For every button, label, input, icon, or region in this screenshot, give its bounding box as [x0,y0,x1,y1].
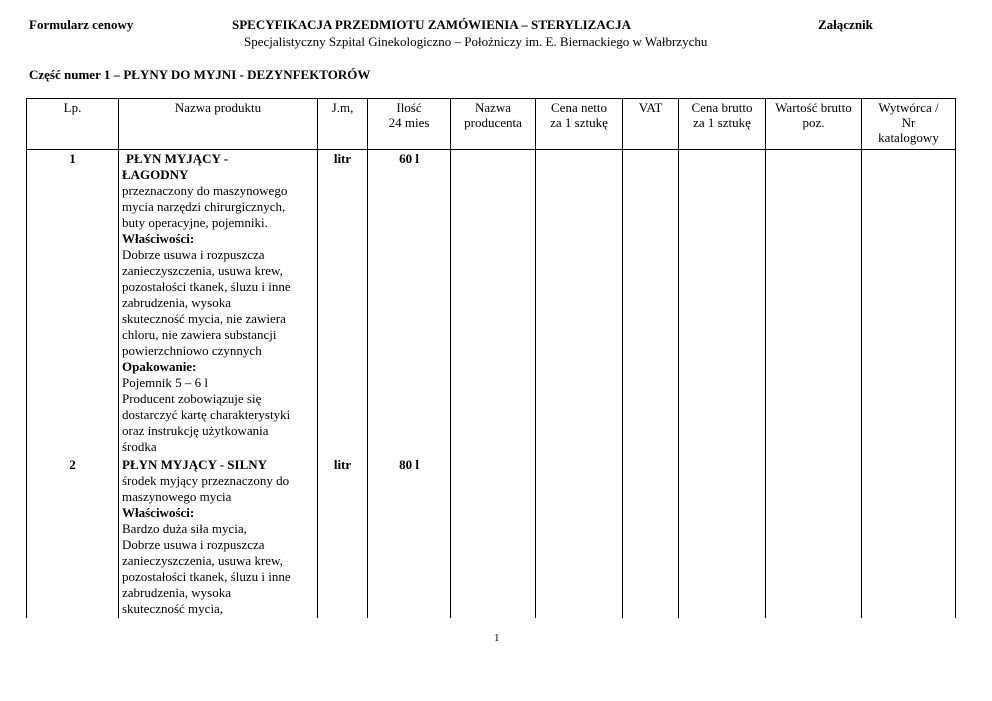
gross-price-cell [679,150,766,457]
vat-cell [623,150,679,457]
properties-label: Właściwości: [122,231,195,246]
packaging-label: Opakowanie: [122,359,197,374]
part-title: Część numer 1 – PŁYNY DO MYJNI - DEZYNFEKTORÓW [29,67,371,82]
manufacturer-cell [862,456,956,618]
unit-cell: litr [318,150,368,457]
gross-price-cell [679,456,766,618]
property-line: Dobrze usuwa i rozpuszcza [122,537,265,552]
property-line: pozostałości tkanek, śluzu i inne [122,569,291,584]
producer-cell [451,150,536,457]
property-line: zanieczyszczenia, usuwa krew, [122,553,283,568]
col-header-quantity: Ilość 24 mies [368,99,451,150]
property-line: powierzchniowo czynnych [122,343,262,358]
producer-cell [451,456,536,618]
packaging-line: środka [122,439,157,454]
table-row [27,150,956,457]
col-header-lp: Lp. [27,99,119,150]
description-line: środek myjący przeznaczony do [122,473,290,488]
gross-value-cell [766,150,862,457]
row-number: 2 [27,456,119,618]
page-number: 1 [494,632,500,644]
product-description [119,456,318,618]
description-line: przeznaczony do maszynowego [122,183,288,198]
col-header-unit: J.m, [318,99,368,150]
description-line: maszynowego mycia [122,489,232,504]
property-line: Bardzo duża siła mycia, [122,521,247,536]
col-header-gross-value: Wartość brutto poz. [766,99,862,150]
document-subtitle: Specjalistyczny Szpital Ginekologiczno – Położniczy im. E. Biernackiego w Wałbrzychu [244,34,708,49]
table-header-row [27,99,956,150]
property-line: pozostałości tkanek, śluzu i inne [122,279,291,294]
property-line: chloru, nie zawiera substancji [122,327,277,342]
property-line: zabrudzenia, wysoka [122,295,232,310]
gross-value-cell [766,456,862,618]
description-line: mycia narzędzi chirurgicznych, [122,199,286,214]
quantity-cell: 80 l [368,456,451,618]
product-title: PŁYN MYJĄCY - [126,151,229,166]
description-line: buty operacyjne, pojemniki. [122,215,268,230]
product-title: ŁAGODNY [122,167,189,182]
col-header-net-price: Cena netto za 1 sztukę [536,99,623,150]
col-header-gross-price: Cena brutto za 1 sztukę [679,99,766,150]
col-header-producer: Nazwa producenta [451,99,536,150]
form-label: Formularz cenowy [29,17,134,32]
net-price-cell [536,150,623,457]
specification-table [26,98,956,618]
col-header-manufacturer: Wytwórca / Nr katalogowy [862,99,956,150]
properties-label: Właściwości: [122,505,195,520]
document-title: SPECYFIKACJA PRZEDMIOTU ZAMÓWIENIA – STERYLIZACJA [232,17,631,32]
unit-cell: litr [318,456,368,618]
row-number: 1 [27,150,119,457]
packaging-line: dostarczyć kartę charakterystyki [122,407,291,422]
net-price-cell [536,456,623,618]
property-line: skuteczność mycia, [122,601,224,616]
manufacturer-cell [862,150,956,457]
packaging-line: Pojemnik 5 – 6 l [122,375,208,390]
property-line: Dobrze usuwa i rozpuszcza [122,247,265,262]
attachment-label: Załącznik [818,17,873,32]
col-header-vat: VAT [623,99,679,150]
table-row [27,456,956,618]
quantity-cell: 60 l [368,150,451,457]
col-header-name: Nazwa produktu [119,99,318,150]
property-line: skuteczność mycia, nie zawiera [122,311,286,326]
product-description [119,150,318,457]
property-line: zabrudzenia, wysoka [122,585,232,600]
property-line: zanieczyszczenia, usuwa krew, [122,263,283,278]
packaging-line: oraz instrukcję użytkowania [122,423,269,438]
packaging-line: Producent zobowiązuje się [122,391,262,406]
product-title: PŁYN MYJĄCY - SILNY [122,457,268,472]
vat-cell [623,456,679,618]
